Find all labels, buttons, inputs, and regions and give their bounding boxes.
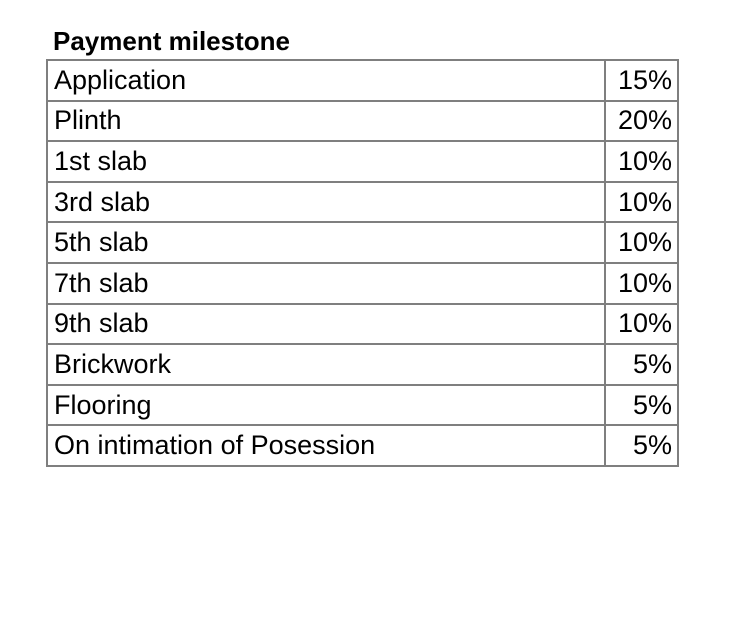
table-row bbox=[47, 182, 678, 223]
milestone-percent: 10% bbox=[605, 182, 678, 223]
milestone-percent: 10% bbox=[605, 141, 678, 182]
table-row bbox=[47, 60, 678, 101]
milestone-stage: 1st slab bbox=[47, 141, 605, 182]
milestone-stage: Plinth bbox=[47, 101, 605, 142]
table-row bbox=[47, 222, 678, 263]
table-row bbox=[47, 385, 678, 426]
payment-milestone-table bbox=[46, 59, 679, 467]
milestone-percent: 5% bbox=[605, 425, 678, 466]
milestone-percent: 10% bbox=[605, 304, 678, 345]
milestone-stage: 7th slab bbox=[47, 263, 605, 304]
milestone-percent: 15% bbox=[605, 60, 678, 101]
table-title: Payment milestone bbox=[53, 26, 290, 56]
milestone-percent: 5% bbox=[605, 344, 678, 385]
milestone-percent: 20% bbox=[605, 101, 678, 142]
milestone-stage: Brickwork bbox=[47, 344, 605, 385]
milestone-stage: On intimation of Posession bbox=[47, 425, 605, 466]
table-row bbox=[47, 344, 678, 385]
milestone-percent: 5% bbox=[605, 385, 678, 426]
table-row bbox=[47, 101, 678, 142]
table-row bbox=[47, 304, 678, 345]
milestone-percent: 10% bbox=[605, 263, 678, 304]
milestone-stage: 9th slab bbox=[47, 304, 605, 345]
table-row bbox=[47, 425, 678, 466]
table-row bbox=[47, 263, 678, 304]
table-row bbox=[47, 141, 678, 182]
milestone-stage: 3rd slab bbox=[47, 182, 605, 223]
milestone-stage: Flooring bbox=[47, 385, 605, 426]
milestone-percent: 10% bbox=[605, 222, 678, 263]
milestone-stage: 5th slab bbox=[47, 222, 605, 263]
milestone-stage: Application bbox=[47, 60, 605, 101]
